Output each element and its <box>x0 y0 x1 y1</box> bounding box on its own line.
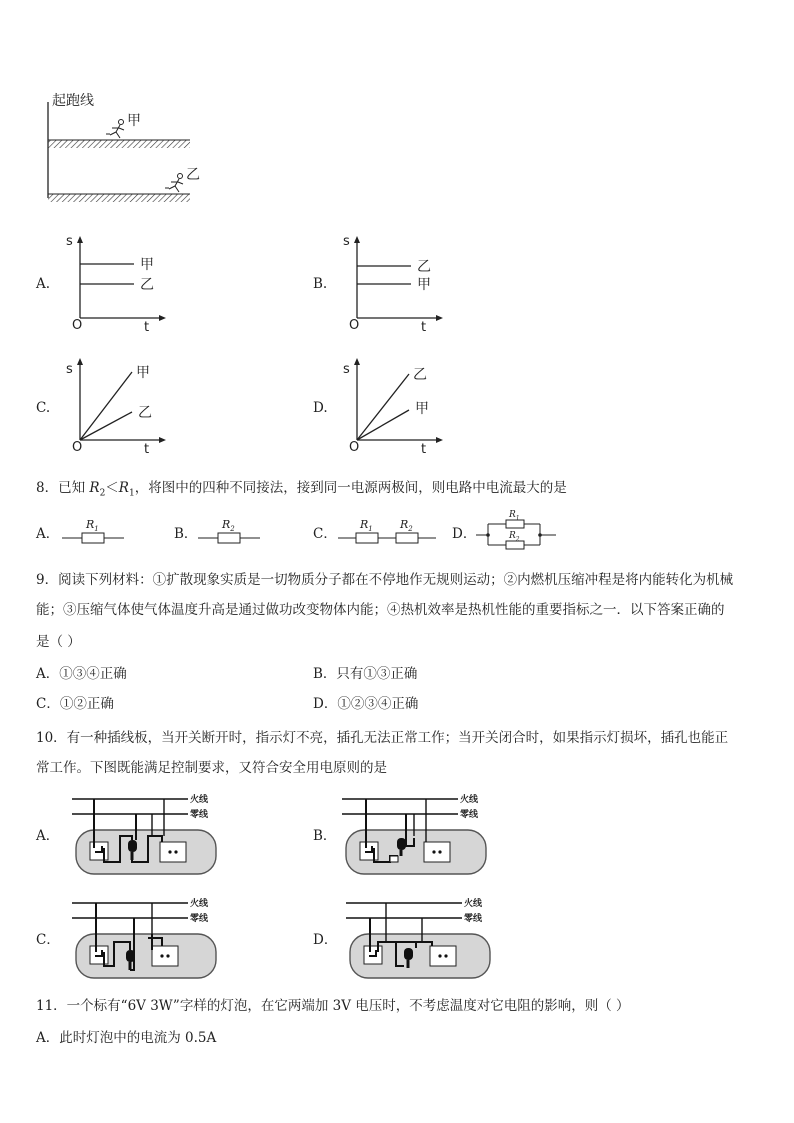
axis-t-label: t <box>421 320 427 335</box>
line-top-label: 甲 <box>136 365 150 381</box>
resistor-r1-label: $R_1$ <box>509 510 520 522</box>
origin-label: O <box>349 318 360 333</box>
start-line-label: 起跑线 <box>52 93 94 109</box>
axis-t-label: t <box>421 442 427 457</box>
q10-option-c-letter: C． <box>36 932 60 948</box>
axis-s-label: s <box>343 362 350 377</box>
q10-line2: 常工作。下图既能满足控制要求，又符合安全用电原则的是 <box>36 760 387 776</box>
line-bottom-label: 乙 <box>138 405 152 421</box>
line-top-label: 甲 <box>140 257 154 273</box>
live-wire-label: 火线 <box>190 795 209 805</box>
q9-option-a: A．①③④正确 <box>36 666 127 682</box>
axis-s-label: s <box>66 362 73 377</box>
q8-circuit-b <box>198 516 262 548</box>
q9-line2: 能；③压缩气体使气体温度升高是通过做功改变物体内能；④热机效率是热机性能的重要指标之一．以下答案正确的 <box>36 602 725 618</box>
q7-graph-b <box>339 232 449 336</box>
neutral-wire-label: 零线 <box>460 810 479 820</box>
runner-b-label: 乙 <box>186 167 200 183</box>
q7-option-a-letter: A. <box>36 276 51 292</box>
resistor-r1-label: $R_1$ <box>360 518 373 534</box>
q9-option-b: B．只有①③正确 <box>313 666 418 682</box>
q8-option-c-letter: C． <box>313 526 337 542</box>
track-figure <box>40 88 210 208</box>
q7-option-c-letter: C. <box>36 400 51 416</box>
neutral-wire-label: 零线 <box>190 914 209 924</box>
q10-socket-diagram-c <box>72 894 222 980</box>
origin-label: O <box>349 440 360 455</box>
q10-option-b-letter: B． <box>313 828 337 844</box>
runner-b-icon <box>165 174 183 193</box>
q8-option-b-letter: B． <box>174 526 198 542</box>
neutral-wire-label: 零线 <box>464 914 483 924</box>
q11-question: 11．一个标有“6V 3W”字样的灯泡，在它两端加 3V 电压时，不考虑温度对它电阻的影响，则（ ） <box>36 998 630 1014</box>
runner-a-label: 甲 <box>127 113 141 129</box>
origin-label: O <box>72 318 83 333</box>
q8-question <box>36 478 567 504</box>
line-bottom-label: 乙 <box>140 277 154 293</box>
q8-r2: R <box>89 480 100 496</box>
line-bottom-label: 甲 <box>417 277 431 293</box>
resistor-r1-label: $R_1$ <box>86 518 99 534</box>
q8-r1: R <box>118 480 129 496</box>
q10-option-a-letter: A． <box>36 828 60 844</box>
q10-socket-diagram-a <box>72 790 222 876</box>
q10-line1: 10．有一种插线板，当开关断开时，指示灯不亮，插孔无法正常工作；当开关闭合时，如果指示灯损坏，插孔也能正 <box>36 730 729 746</box>
line-top-label: 乙 <box>413 367 427 383</box>
runner-a-icon <box>106 120 124 139</box>
resistor-r2-label: $R_2$ <box>222 518 235 534</box>
q8-circuit-c <box>338 516 438 548</box>
axis-t-label: t <box>144 442 150 457</box>
q8-r1-sub: 1 <box>128 488 135 499</box>
q8-text: ，将图中的四种不同接法，接到同一电源两极间，则电路中电流最大的是 <box>134 480 567 496</box>
live-wire-label: 火线 <box>464 899 483 909</box>
q9-line3: 是（ ） <box>36 634 81 650</box>
neutral-wire-label: 零线 <box>190 810 209 820</box>
q8-circuit-a <box>62 516 126 548</box>
q8-lt: ＜ <box>105 480 119 496</box>
q10-option-d-letter: D． <box>313 932 338 948</box>
q10-socket-diagram-b <box>342 790 492 876</box>
axis-t-label: t <box>144 320 150 335</box>
q7-graph-a <box>62 232 172 336</box>
q7-graph-d <box>339 354 449 458</box>
q7-option-b-letter: B. <box>313 276 328 292</box>
q9-option-d: D．①②③④正确 <box>313 696 419 712</box>
q7-graph-c <box>62 354 172 458</box>
q8-option-d-letter: D． <box>452 526 477 542</box>
line-bottom-label: 甲 <box>415 401 429 417</box>
q9-line1: 9．阅读下列材料：①扩散现象实质是一切物质分子都在不停地作无规则运动；②内燃机压缩冲程是将内能转化为机械 <box>36 572 734 588</box>
q11-option-a: A．此时灯泡中的电流为 0.5A <box>36 1030 217 1046</box>
q8-option-a-letter: A． <box>36 526 60 542</box>
q8-r2-sub: 2 <box>99 488 106 499</box>
q8-circuit-d <box>476 510 558 552</box>
line-top-label: 乙 <box>417 259 431 275</box>
live-wire-label: 火线 <box>460 795 479 805</box>
q9-option-c: C．①②正确 <box>36 696 114 712</box>
q7-option-d-letter: D. <box>313 400 328 416</box>
live-wire-label: 火线 <box>190 899 209 909</box>
resistor-r2-label: $R_2$ <box>509 531 520 543</box>
origin-label: O <box>72 440 83 455</box>
axis-s-label: s <box>66 234 73 249</box>
q10-socket-diagram-d <box>346 894 496 980</box>
q8-number: 8．已知 <box>36 480 86 496</box>
axis-s-label: s <box>343 234 350 249</box>
resistor-r2-label: $R_2$ <box>400 518 413 534</box>
